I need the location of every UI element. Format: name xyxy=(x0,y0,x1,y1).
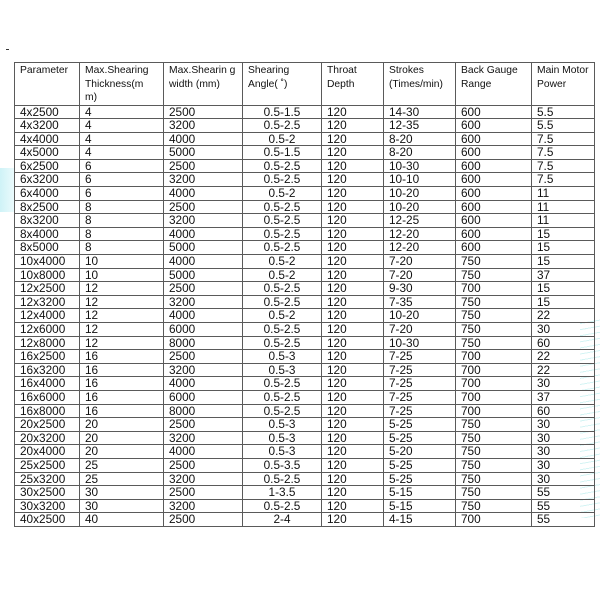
cell-throat-depth: 120 xyxy=(322,323,384,337)
cell-max-thickness: 20 xyxy=(80,418,164,432)
cell-throat-depth: 120 xyxy=(322,159,384,173)
decorative-cyan-shape-left xyxy=(0,168,14,212)
cell-back-gauge: 750 xyxy=(456,336,532,350)
cell-parameter: 20x2500 xyxy=(15,418,80,432)
cell-throat-depth: 120 xyxy=(322,200,384,214)
table-row xyxy=(15,173,595,187)
cell-shearing-angle: 0.5-2 xyxy=(243,255,322,269)
cell-back-gauge: 750 xyxy=(456,472,532,486)
column-header-throat-depth: Throat Depth xyxy=(322,63,384,106)
cell-throat-depth: 120 xyxy=(322,268,384,282)
cell-shearing-angle: 0.5-2 xyxy=(243,132,322,146)
cell-shearing-angle: 0.5-2.5 xyxy=(243,282,322,296)
cell-parameter: 16x4000 xyxy=(15,377,80,391)
cell-max-thickness: 16 xyxy=(80,350,164,364)
cell-back-gauge: 700 xyxy=(456,363,532,377)
cell-shearing-angle: 0.5-2.5 xyxy=(243,499,322,513)
cell-throat-depth: 120 xyxy=(322,458,384,472)
cell-motor-power: 30 xyxy=(532,377,595,391)
cell-parameter: 20x4000 xyxy=(15,445,80,459)
cell-max-thickness: 25 xyxy=(80,472,164,486)
table-row xyxy=(15,377,595,391)
cell-back-gauge: 700 xyxy=(456,282,532,296)
table-row xyxy=(15,458,595,472)
table-row xyxy=(15,295,595,309)
cell-motor-power: 11 xyxy=(532,200,595,214)
cell-motor-power: 11 xyxy=(532,187,595,201)
cell-max-thickness: 4 xyxy=(80,146,164,160)
cell-back-gauge: 600 xyxy=(456,132,532,146)
table-row xyxy=(15,486,595,500)
cell-shearing-angle: 0.5-3 xyxy=(243,418,322,432)
column-header-max-thickness: Max.Shearing Thickness(m m) xyxy=(80,63,164,106)
cell-max-width: 4000 xyxy=(164,445,243,459)
cell-back-gauge: 750 xyxy=(456,486,532,500)
cell-back-gauge: 600 xyxy=(456,241,532,255)
cell-throat-depth: 120 xyxy=(322,255,384,269)
column-header-max-width: Max.Shearin g width (mm) xyxy=(164,63,243,106)
table-row xyxy=(15,418,595,432)
cell-motor-power: 30 xyxy=(532,445,595,459)
table-row xyxy=(15,404,595,418)
cell-back-gauge: 600 xyxy=(456,200,532,214)
cell-parameter: 8x4000 xyxy=(15,227,80,241)
cell-max-width: 2500 xyxy=(164,200,243,214)
cell-strokes: 12-20 xyxy=(384,227,456,241)
cell-parameter: 25x3200 xyxy=(15,472,80,486)
cell-shearing-angle: 0.5-3.5 xyxy=(243,458,322,472)
cell-parameter: 10x8000 xyxy=(15,268,80,282)
cell-max-thickness: 16 xyxy=(80,377,164,391)
cell-shearing-angle: 0.5-2.5 xyxy=(243,214,322,228)
cell-parameter: 16x8000 xyxy=(15,404,80,418)
cell-shearing-angle: 0.5-2.5 xyxy=(243,295,322,309)
cell-strokes: 8-20 xyxy=(384,146,456,160)
cell-shearing-angle: 0.5-2.5 xyxy=(243,323,322,337)
cell-max-thickness: 12 xyxy=(80,323,164,337)
cell-throat-depth: 120 xyxy=(322,404,384,418)
cell-back-gauge: 700 xyxy=(456,404,532,418)
cell-parameter: 10x4000 xyxy=(15,255,80,269)
cell-max-width: 3200 xyxy=(164,295,243,309)
cell-motor-power: 55 xyxy=(532,499,595,513)
cell-max-thickness: 12 xyxy=(80,295,164,309)
cell-parameter: 25x2500 xyxy=(15,458,80,472)
cell-parameter: 16x3200 xyxy=(15,363,80,377)
cell-strokes: 7-25 xyxy=(384,377,456,391)
cell-parameter: 4x2500 xyxy=(15,105,80,119)
cell-max-width: 2500 xyxy=(164,418,243,432)
cell-max-width: 2500 xyxy=(164,513,243,527)
cell-throat-depth: 120 xyxy=(322,445,384,459)
cell-back-gauge: 750 xyxy=(456,309,532,323)
cell-parameter: 12x3200 xyxy=(15,295,80,309)
cell-throat-depth: 120 xyxy=(322,377,384,391)
cell-shearing-angle: 0.5-2.5 xyxy=(243,200,322,214)
cell-strokes: 10-30 xyxy=(384,336,456,350)
table-row xyxy=(15,255,595,269)
cell-motor-power: 22 xyxy=(532,350,595,364)
cell-back-gauge: 700 xyxy=(456,350,532,364)
cell-throat-depth: 120 xyxy=(322,119,384,133)
cell-back-gauge: 600 xyxy=(456,119,532,133)
cell-strokes: 10-10 xyxy=(384,173,456,187)
cell-max-thickness: 12 xyxy=(80,309,164,323)
cell-shearing-angle: 0.5-3 xyxy=(243,350,322,364)
cell-parameter: 12x2500 xyxy=(15,282,80,296)
cell-parameter: 16x2500 xyxy=(15,350,80,364)
cell-motor-power: 7.5 xyxy=(532,146,595,160)
cell-strokes: 9-30 xyxy=(384,282,456,296)
cell-motor-power: 60 xyxy=(532,404,595,418)
cell-shearing-angle: 0.5-2.5 xyxy=(243,173,322,187)
cell-shearing-angle: 0.5-3 xyxy=(243,363,322,377)
table-row xyxy=(15,309,595,323)
cell-throat-depth: 120 xyxy=(322,241,384,255)
cell-max-width: 2500 xyxy=(164,458,243,472)
cell-max-thickness: 6 xyxy=(80,173,164,187)
cell-strokes: 7-20 xyxy=(384,268,456,282)
table-row xyxy=(15,159,595,173)
cell-throat-depth: 120 xyxy=(322,227,384,241)
table-row xyxy=(15,336,595,350)
cell-motor-power: 37 xyxy=(532,390,595,404)
cell-strokes: 12-20 xyxy=(384,241,456,255)
cell-motor-power: 30 xyxy=(532,323,595,337)
cell-max-thickness: 8 xyxy=(80,200,164,214)
cell-throat-depth: 120 xyxy=(322,499,384,513)
table-row xyxy=(15,323,595,337)
cell-strokes: 7-25 xyxy=(384,390,456,404)
cell-max-width: 3200 xyxy=(164,173,243,187)
cell-shearing-angle: 0.5-2 xyxy=(243,187,322,201)
cell-parameter: 8x3200 xyxy=(15,214,80,228)
cell-parameter: 6x3200 xyxy=(15,173,80,187)
cell-strokes: 14-30 xyxy=(384,105,456,119)
cell-back-gauge: 700 xyxy=(456,513,532,527)
cell-shearing-angle: 1-3.5 xyxy=(243,486,322,500)
cell-throat-depth: 120 xyxy=(322,146,384,160)
cell-throat-depth: 120 xyxy=(322,295,384,309)
cell-back-gauge: 600 xyxy=(456,187,532,201)
cell-max-width: 8000 xyxy=(164,404,243,418)
cell-back-gauge: 600 xyxy=(456,159,532,173)
cell-parameter: 40x2500 xyxy=(15,513,80,527)
cell-parameter: 16x6000 xyxy=(15,390,80,404)
cell-back-gauge: 750 xyxy=(456,268,532,282)
cell-max-width: 2500 xyxy=(164,486,243,500)
cell-motor-power: 22 xyxy=(532,363,595,377)
cell-back-gauge: 750 xyxy=(456,458,532,472)
cell-max-thickness: 6 xyxy=(80,187,164,201)
cell-max-thickness: 4 xyxy=(80,132,164,146)
cell-strokes: 10-20 xyxy=(384,309,456,323)
cell-max-thickness: 10 xyxy=(80,268,164,282)
cell-strokes: 5-15 xyxy=(384,486,456,500)
table-row xyxy=(15,214,595,228)
cell-throat-depth: 120 xyxy=(322,513,384,527)
cell-back-gauge: 600 xyxy=(456,173,532,187)
cell-throat-depth: 120 xyxy=(322,418,384,432)
cell-shearing-angle: 0.5-2 xyxy=(243,268,322,282)
cell-motor-power: 15 xyxy=(532,255,595,269)
cell-max-thickness: 20 xyxy=(80,445,164,459)
column-header-shearing-angle: Shearing Angle( ˚) xyxy=(243,63,322,106)
cell-max-width: 4000 xyxy=(164,132,243,146)
cell-motor-power: 22 xyxy=(532,309,595,323)
cell-back-gauge: 750 xyxy=(456,323,532,337)
table-row xyxy=(15,431,595,445)
cell-strokes: 5-25 xyxy=(384,431,456,445)
cell-strokes: 10-30 xyxy=(384,159,456,173)
cell-max-width: 5000 xyxy=(164,268,243,282)
cell-strokes: 7-25 xyxy=(384,404,456,418)
cell-max-width: 3200 xyxy=(164,363,243,377)
cell-shearing-angle: 0.5-1.5 xyxy=(243,105,322,119)
cell-parameter: 12x4000 xyxy=(15,309,80,323)
cell-strokes: 5-25 xyxy=(384,458,456,472)
cell-shearing-angle: 0.5-2.5 xyxy=(243,241,322,255)
cell-max-thickness: 16 xyxy=(80,363,164,377)
cell-strokes: 4-15 xyxy=(384,513,456,527)
cell-back-gauge: 600 xyxy=(456,214,532,228)
cell-throat-depth: 120 xyxy=(322,486,384,500)
cell-throat-depth: 120 xyxy=(322,363,384,377)
cell-motor-power: 15 xyxy=(532,241,595,255)
cell-max-width: 3200 xyxy=(164,472,243,486)
table-row xyxy=(15,146,595,160)
cell-max-width: 2500 xyxy=(164,159,243,173)
column-header-parameter: Parameter xyxy=(15,63,80,106)
table-header-row xyxy=(15,63,595,106)
cell-strokes: 7-25 xyxy=(384,350,456,364)
cell-max-thickness: 4 xyxy=(80,119,164,133)
table-row xyxy=(15,132,595,146)
cell-shearing-angle: 0.5-2.5 xyxy=(243,119,322,133)
cell-max-width: 3200 xyxy=(164,119,243,133)
cell-parameter: 20x3200 xyxy=(15,431,80,445)
cell-max-thickness: 4 xyxy=(80,105,164,119)
table-row xyxy=(15,445,595,459)
cell-max-width: 5000 xyxy=(164,241,243,255)
cell-back-gauge: 600 xyxy=(456,105,532,119)
cell-max-width: 3200 xyxy=(164,214,243,228)
cell-strokes: 10-20 xyxy=(384,200,456,214)
cell-max-width: 2500 xyxy=(164,350,243,364)
cell-throat-depth: 120 xyxy=(322,350,384,364)
cell-parameter: 4x4000 xyxy=(15,132,80,146)
cell-max-width: 4000 xyxy=(164,187,243,201)
table-row xyxy=(15,513,595,527)
cell-back-gauge: 750 xyxy=(456,445,532,459)
cell-parameter: 30x2500 xyxy=(15,486,80,500)
cell-back-gauge: 750 xyxy=(456,255,532,269)
cell-shearing-angle: 0.5-2 xyxy=(243,309,322,323)
cell-motor-power: 30 xyxy=(532,418,595,432)
cell-parameter: 30x3200 xyxy=(15,499,80,513)
cell-back-gauge: 600 xyxy=(456,146,532,160)
table-row xyxy=(15,187,595,201)
cell-motor-power: 37 xyxy=(532,268,595,282)
cell-strokes: 12-35 xyxy=(384,119,456,133)
cell-shearing-angle: 0.5-2.5 xyxy=(243,377,322,391)
cell-max-width: 8000 xyxy=(164,336,243,350)
table-row xyxy=(15,350,595,364)
cell-throat-depth: 120 xyxy=(322,390,384,404)
cell-max-width: 3200 xyxy=(164,499,243,513)
cell-max-width: 5000 xyxy=(164,146,243,160)
cell-max-width: 6000 xyxy=(164,323,243,337)
cell-strokes: 5-25 xyxy=(384,472,456,486)
cell-parameter: 6x2500 xyxy=(15,159,80,173)
table-row xyxy=(15,472,595,486)
table-row xyxy=(15,268,595,282)
cell-back-gauge: 700 xyxy=(456,377,532,391)
cell-motor-power: 55 xyxy=(532,486,595,500)
cell-max-thickness: 8 xyxy=(80,227,164,241)
cell-shearing-angle: 0.5-3 xyxy=(243,445,322,459)
table-row xyxy=(15,119,595,133)
cell-max-thickness: 30 xyxy=(80,499,164,513)
cell-motor-power: 30 xyxy=(532,458,595,472)
column-header-back-gauge: Back Gauge Range xyxy=(456,63,532,106)
cell-shearing-angle: 2-4 xyxy=(243,513,322,527)
cell-throat-depth: 120 xyxy=(322,472,384,486)
cell-motor-power: 55 xyxy=(532,513,595,527)
cell-back-gauge: 600 xyxy=(456,227,532,241)
cell-parameter: 4x3200 xyxy=(15,119,80,133)
cell-max-width: 4000 xyxy=(164,377,243,391)
cell-strokes: 7-20 xyxy=(384,255,456,269)
table-row xyxy=(15,227,595,241)
cell-strokes: 7-35 xyxy=(384,295,456,309)
cell-max-width: 4000 xyxy=(164,309,243,323)
cell-motor-power: 30 xyxy=(532,472,595,486)
table-row xyxy=(15,390,595,404)
cell-shearing-angle: 0.5-2.5 xyxy=(243,390,322,404)
cell-throat-depth: 120 xyxy=(322,132,384,146)
shearing-machine-spec-table xyxy=(14,62,595,527)
cell-max-thickness: 12 xyxy=(80,336,164,350)
column-header-motor-power: Main Motor Power xyxy=(532,63,595,106)
cell-max-thickness: 25 xyxy=(80,458,164,472)
cell-back-gauge: 700 xyxy=(456,390,532,404)
cell-max-width: 4000 xyxy=(164,255,243,269)
cell-max-thickness: 16 xyxy=(80,404,164,418)
cell-shearing-angle: 0.5-2.5 xyxy=(243,227,322,241)
cell-parameter: 12x8000 xyxy=(15,336,80,350)
cell-parameter: 6x4000 xyxy=(15,187,80,201)
cell-max-width: 3200 xyxy=(164,431,243,445)
cell-strokes: 10-20 xyxy=(384,187,456,201)
table-row xyxy=(15,200,595,214)
cell-shearing-angle: 0.5-3 xyxy=(243,431,322,445)
cell-shearing-angle: 0.5-2.5 xyxy=(243,159,322,173)
cell-strokes: 12-25 xyxy=(384,214,456,228)
cell-throat-depth: 120 xyxy=(322,173,384,187)
cell-throat-depth: 120 xyxy=(322,282,384,296)
cell-motor-power: 60 xyxy=(532,336,595,350)
cell-motor-power: 15 xyxy=(532,227,595,241)
cell-max-thickness: 6 xyxy=(80,159,164,173)
cell-throat-depth: 120 xyxy=(322,309,384,323)
cell-max-thickness: 10 xyxy=(80,255,164,269)
cell-max-thickness: 40 xyxy=(80,513,164,527)
cell-motor-power: 7.5 xyxy=(532,173,595,187)
cell-back-gauge: 750 xyxy=(456,499,532,513)
cell-max-thickness: 30 xyxy=(80,486,164,500)
table-body xyxy=(15,105,595,526)
cell-max-thickness: 20 xyxy=(80,431,164,445)
cell-throat-depth: 120 xyxy=(322,187,384,201)
cell-max-width: 2500 xyxy=(164,282,243,296)
cell-motor-power: 15 xyxy=(532,295,595,309)
cell-motor-power: 15 xyxy=(532,282,595,296)
cell-shearing-angle: 0.5-1.5 xyxy=(243,146,322,160)
table-row xyxy=(15,282,595,296)
cell-throat-depth: 120 xyxy=(322,105,384,119)
cell-throat-depth: 120 xyxy=(322,431,384,445)
cell-max-thickness: 8 xyxy=(80,214,164,228)
cell-parameter: 8x2500 xyxy=(15,200,80,214)
cell-shearing-angle: 0.5-2.5 xyxy=(243,472,322,486)
cell-motor-power: 5.5 xyxy=(532,119,595,133)
cell-back-gauge: 750 xyxy=(456,418,532,432)
table-row xyxy=(15,241,595,255)
column-header-strokes: Strokes (Times/min) xyxy=(384,63,456,106)
cell-motor-power: 7.5 xyxy=(532,132,595,146)
cell-throat-depth: 120 xyxy=(322,214,384,228)
cell-motor-power: 5.5 xyxy=(532,105,595,119)
cell-max-thickness: 12 xyxy=(80,282,164,296)
cell-back-gauge: 750 xyxy=(456,295,532,309)
cell-parameter: 8x5000 xyxy=(15,241,80,255)
cell-strokes: 8-20 xyxy=(384,132,456,146)
cell-motor-power: 30 xyxy=(532,431,595,445)
cell-max-thickness: 8 xyxy=(80,241,164,255)
cell-max-width: 4000 xyxy=(164,227,243,241)
cell-motor-power: 7.5 xyxy=(532,159,595,173)
cell-strokes: 5-25 xyxy=(384,418,456,432)
cell-strokes: 7-25 xyxy=(384,363,456,377)
cell-parameter: 12x6000 xyxy=(15,323,80,337)
table-row xyxy=(15,105,595,119)
table-row xyxy=(15,499,595,513)
cell-throat-depth: 120 xyxy=(322,336,384,350)
cell-strokes: 5-20 xyxy=(384,445,456,459)
stray-mark xyxy=(6,49,9,50)
table-row xyxy=(15,363,595,377)
cell-strokes: 5-15 xyxy=(384,499,456,513)
cell-back-gauge: 750 xyxy=(456,431,532,445)
cell-max-thickness: 16 xyxy=(80,390,164,404)
cell-shearing-angle: 0.5-2.5 xyxy=(243,404,322,418)
cell-parameter: 4x5000 xyxy=(15,146,80,160)
cell-max-width: 6000 xyxy=(164,390,243,404)
cell-shearing-angle: 0.5-2.5 xyxy=(243,336,322,350)
cell-motor-power: 11 xyxy=(532,214,595,228)
cell-strokes: 7-20 xyxy=(384,323,456,337)
cell-max-width: 2500 xyxy=(164,105,243,119)
